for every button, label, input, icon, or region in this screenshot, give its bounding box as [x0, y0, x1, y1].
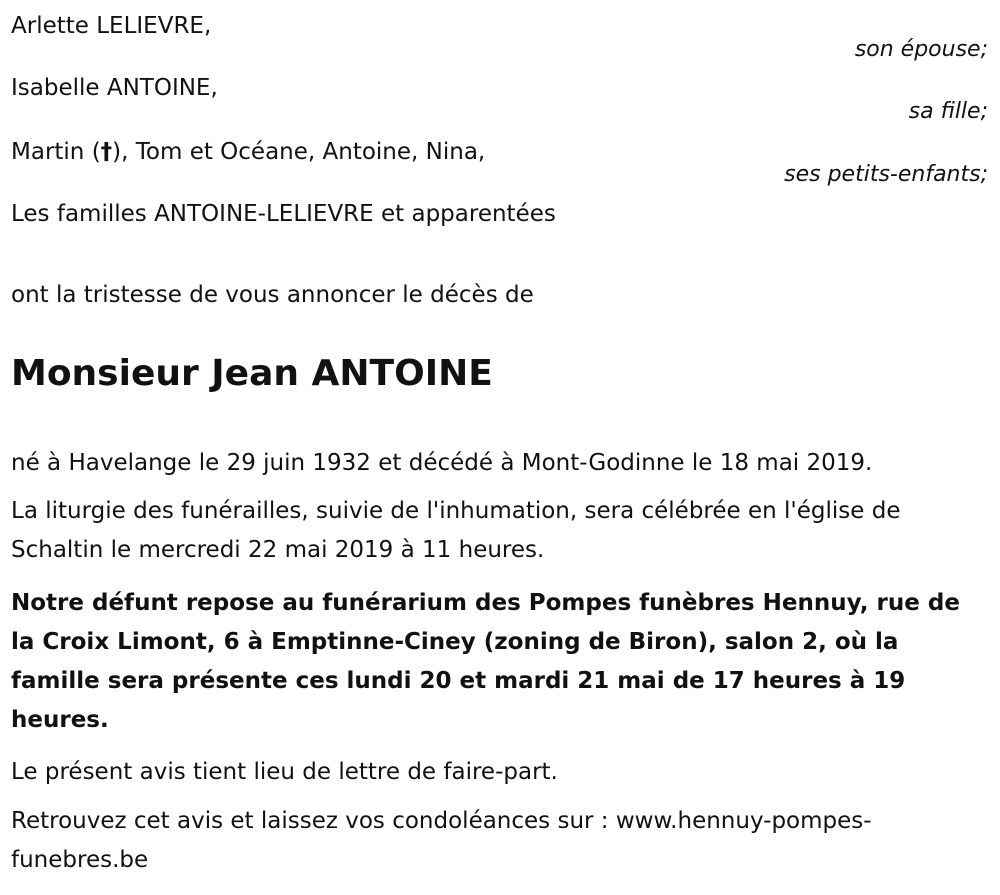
- website-info: Retrouvez cet avis et laissez vos condoléances sur : www.hennuy-pompes-funebres.be: [11, 808, 872, 873]
- spouse-relation: son épouse;: [854, 37, 988, 62]
- announcement-text: ont la tristesse de vous annoncer le décès de: [11, 282, 534, 308]
- liturgy-info: La liturgie des funérailles, suivie de l'inhumation, sera célébrée en l'église de Schaltin le mercredi 22 mai 2019 à 11 heures.: [11, 498, 901, 563]
- faire-part-note: Le présent avis tient lieu de lettre de faire-part.: [11, 759, 558, 785]
- grandchildren-names-start: Martin (: [11, 139, 101, 165]
- grandchildren-names-end: ), Tom et Océane, Antoine, Nina,: [112, 139, 486, 165]
- grandchildren-relation: ses petits-enfants;: [784, 162, 988, 187]
- funerarium-info: Notre défunt repose au funérarium des Pompes funèbres Hennuy, rue de la Croix Limont, 6 à Emptinne-Ciney (zoning de Biron), salon 2, où la famille sera présente ces lundi 20 et mardi 21 mai de 17 heures à 19 heures.: [11, 590, 960, 733]
- cross-icon: †: [100, 139, 113, 165]
- extended-family: Les familles ANTOINE-LELIEVRE et apparentées: [11, 201, 556, 227]
- deceased-name: Monsieur Jean ANTOINE: [11, 353, 493, 394]
- birth-death-info: né à Havelange le 29 juin 1932 et décédé à Mont-Godinne le 18 mai 2019.: [11, 450, 873, 476]
- grandchildren-names: [11, 138, 485, 166]
- daughter-name: Isabelle ANTOINE,: [11, 75, 218, 101]
- spouse-name: Arlette LELIEVRE,: [11, 13, 212, 39]
- daughter-relation: sa fille;: [908, 99, 988, 124]
